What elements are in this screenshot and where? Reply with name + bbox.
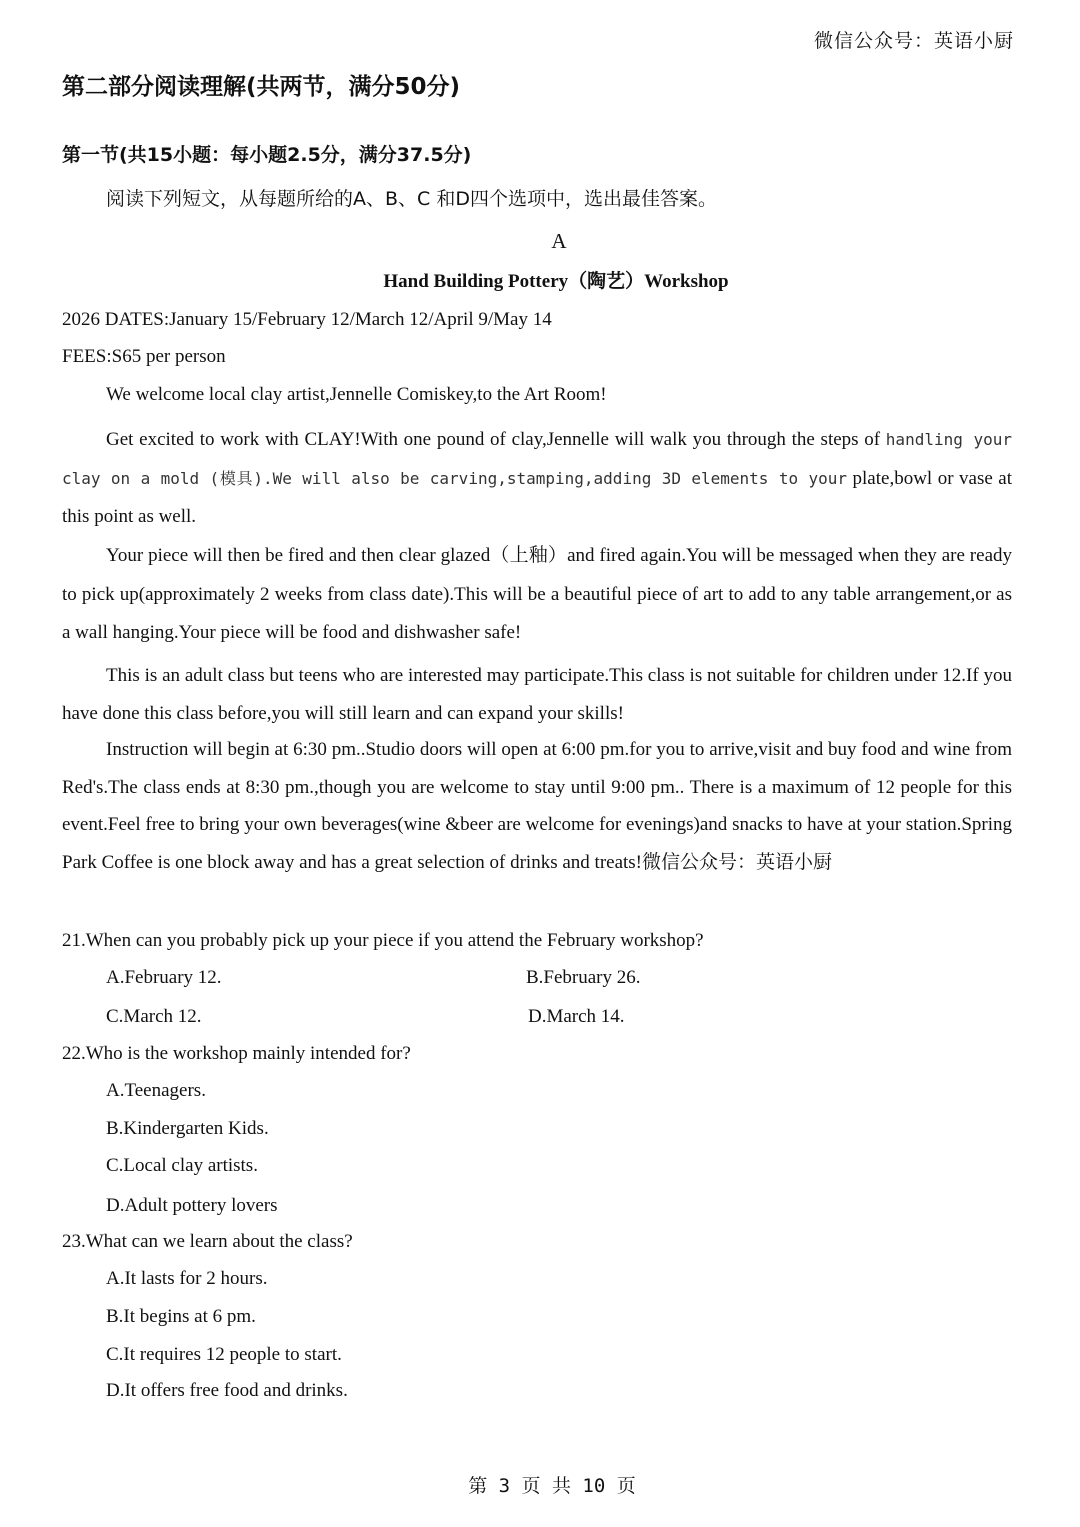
question-21-option-c: C.March 12.: [106, 1006, 202, 1027]
question-21-option-b: B.February 26.: [526, 967, 641, 988]
question-23-option-b: B.It begins at 6 pm.: [106, 1306, 256, 1327]
passage-paragraph-3: Your piece will then be fired and then clear glazed（上釉）and fired again.You will be messaged when they are ready to pick up(approximately 2 weeks from class date).This will be a beautiful piece of art to add to any table arrangement,or as a wall hanging.Your piece will be food and dishwasher safe!: [62, 545, 1012, 643]
question-23-option-a: A.It lasts for 2 hours.: [106, 1268, 268, 1289]
question-23-option-d: D.It offers free food and drinks.: [106, 1380, 348, 1401]
question-22-option-d: D.Adult pottery lovers: [106, 1195, 278, 1216]
paragraph-2-part-c: plate,bowl or vase at this point as well.: [62, 467, 1012, 527]
paragraph-2-part-b: handling your clay on a mold (模具).We will also be carving,stamping,adding 3D elements to your: [62, 430, 1012, 488]
passage-paragraph-4: This is an adult class but teens who are interested may participate.This class is not suitable for children under 12.If you have done this class before,you will still learn and can expand your skills!: [62, 665, 1012, 724]
question-21-option-a: A.February 12.: [106, 967, 222, 988]
instructions: 阅读下列短文，从每题所给的A、B、C 和D四个选项中，选出最佳答案。: [106, 188, 717, 210]
paragraph-2-part-a: Get excited to work with CLAY!With one pound of clay,Jennelle will walk you through the steps of: [106, 429, 886, 450]
passage-letter: A: [551, 229, 567, 253]
question-21-stem: 21.When can you probably pick up your piece if you attend the February workshop?: [62, 930, 704, 951]
part-title: 第二部分阅读理解(共两节，满分50分): [62, 74, 461, 100]
question-22-option-c: C.Local clay artists.: [106, 1155, 258, 1176]
passage-dates: 2026 DATES:January 15/February 12/March 12/April 9/May 14: [62, 309, 552, 330]
passage-paragraph-2: [62, 421, 1012, 537]
question-22-option-b: B.Kindergarten Kids.: [106, 1118, 269, 1139]
passage-title: Hand Building Pottery（陶艺）Workshop: [383, 271, 729, 292]
passage-paragraph-1: We welcome local clay artist,Jennelle Comiskey,to the Art Room!: [106, 384, 607, 405]
question-21-option-d: D.March 14.: [528, 1006, 625, 1027]
question-23-stem: 23.What can we learn about the class?: [62, 1231, 353, 1252]
question-22-option-a: A.Teenagers.: [106, 1080, 206, 1101]
passage-paragraph-5: Instruction will begin at 6:30 pm..Studio doors will open at 6:00 pm.for you to arrive,visit and buy food and wine from Red's.The class ends at 8:30 pm.,though you are welcome to stay until 9:00 pm.. There is a maximum of 12 people for this event.Feel free to bring your own beverages(wine &beer are welcome for evenings)and snacks to have at your station.Spring Park Coffee is one block away and has a great selection of drinks and treats!微信公众号：英语小厨: [62, 739, 1012, 873]
section-title: 第一节(共15小题：每小题2.5分，满分37.5分): [62, 144, 472, 166]
page-footer: 第 3 页 共 10 页: [468, 1475, 636, 1497]
question-23-option-c: C.It requires 12 people to start.: [106, 1344, 342, 1365]
passage-fees: FEES:S65 per person: [62, 346, 226, 367]
header-watermark: 微信公众号：英语小厨: [813, 30, 1014, 52]
question-22-stem: 22.Who is the workshop mainly intended for?: [62, 1043, 411, 1064]
